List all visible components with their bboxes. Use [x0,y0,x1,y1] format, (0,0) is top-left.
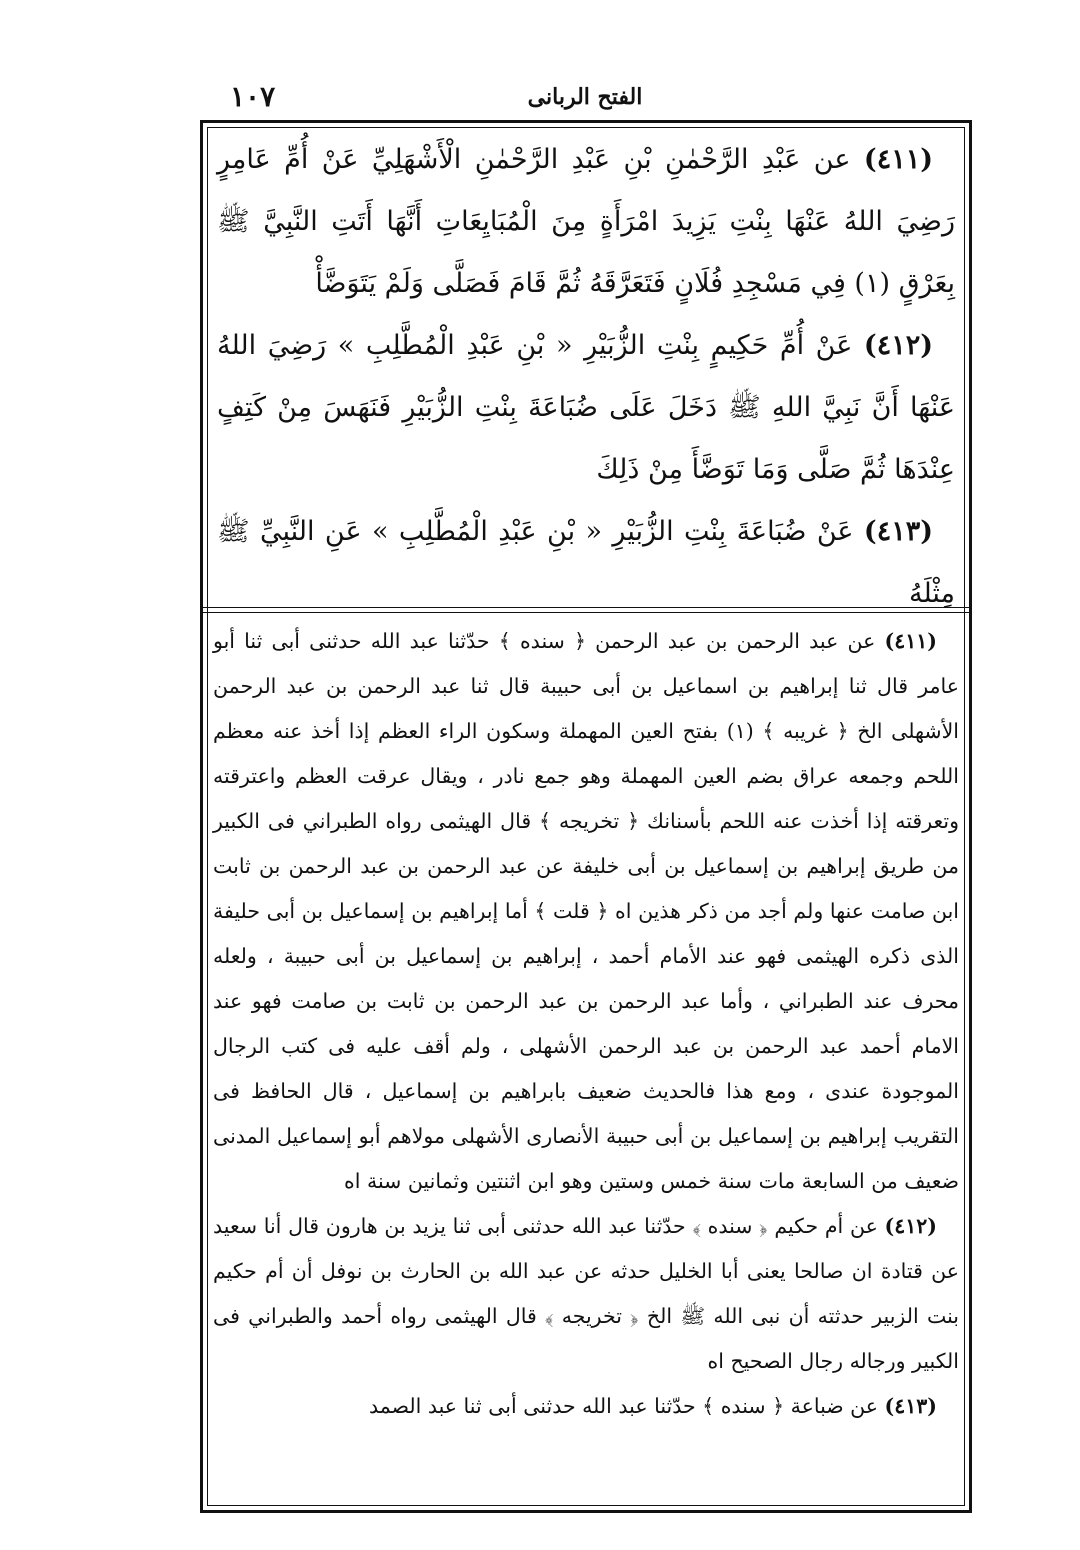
commentary-number: (٤١١) [884,629,937,653]
commentary-411 [213,619,959,1204]
commentary-text: عن أم حكيم ﴿ سنده ﴾ حدّثنا عبد الله حدثنى أبى ثنا يزيد بن هارون قال أنا سعيد عن قتادة ان صالحا يعنى أبا الخليل حدثه عن عبد الله بن الحارث بن نوفل أن أم حكيم بنت الزبير حدثته أن نبى الله ﷺ الخ ﴿ تخريجه ﴾ قال الهيثمى رواه أحمد والطبراني فى الكبير ورجاله رجال الصحيح اه [213,1214,959,1373]
hadith-text-block [217,129,955,609]
page-number: ١٠٧ [230,80,276,113]
hadith-number: (٤١٣) [863,516,933,547]
hadith-number: (٤١٢) [863,330,933,361]
commentary-block [213,619,959,1499]
hadith-text: عَنْ أُمِّ حَكِيمٍ بِنْتِ الزُّبَيْرِ « بْنِ عَبْدِ الْمُطَّلِبِ » رَضِيَ اللهُ عَنْهَا أَنَّ نَبِيَّ اللهِ ﷺ دَخَلَ عَلَى ضُبَاعَةَ بِنْتِ الزُّبَيْرِ فَنَهَسَ مِنْ كَتِفٍ عِنْدَهَا ثُمَّ صَلَّى وَمَا تَوَضَّأَ مِنْ ذَلِكَ [217,330,955,485]
hadith-number: (٤١١) [863,144,933,175]
commentary-text: عن عبد الرحمن بن عبد الرحمن ﴿ سنده ﴾ حدّثنا عبد الله حدثنى أبى ثنا أبو عامر قال ثنا إبراهيم بن اسماعيل بن أبى حبيبة قال ثنا عبد الرحمن بن عبد الرحمن الأشهلى الخ ﴿ غريبه ﴾ (١) بفتح العين المهملة وسكون الراء العظم إذا أخذ عنه معظم اللحم وجمعه عراق بضم العين المهملة وهو جمع نادر ، ويقال عرقت العظم واعترقته وتعرقته إذا أخذت عنه اللحم بأسنانك ﴿ تخريجه ﴾ قال الهيثمى رواه الطبراني فى الكبير من طريق إبراهيم بن إسماعيل بن أبى خليفة عن عبد الرحمن بن عبد الرحمن بن ثابت ابن صامت عنها ولم أجد من ذكر هذين اه ﴿ قلت ﴾ أما إبراهيم بن إسماعيل بن أبى حليفة الذى ذكره الهيثمى فهو عند الأمام أحمد ، إبراهيم بن إسماعيل بن أبى حبيبة ، ولعله محرف عند الطبراني ، وأما عبد الرحمن بن عبد الرحمن بن ثابت بن صامت فهو عند الامام أحمد عبد الرحمن بن عبد الرحمن الأشهلى ، ولم أقف عليه فى كتب الرجال الموجودة عندى ، ومع هذا فالحديث ضعيف بابراهيم بن إسماعيل ، قال الحافظ فى التقريب إبراهيم بن إسماعيل بن أبى حبيبة الأنصارى الأشهلى مولاهم أبو إسماعيل المدنى ضعيف من السابعة مات سنة خمس وستين وهو ابن اثنتين وثمانين سنة اه [213,629,959,1193]
running-title: الفتح الربانى [527,84,643,110]
running-head [200,78,970,118]
page-frame [200,120,972,1513]
commentary-413 [213,1384,959,1429]
commentary-number: (٤١٢) [884,1214,937,1238]
commentary-412 [213,1204,959,1384]
section-divider [203,607,969,613]
hadith-text: عن عَبْدِ الرَّحْمٰنِ بْنِ عَبْدِ الرَّحْمٰنِ الْأَشْهَلِيِّ عَنْ أُمِّ عَامِرٍ رَضِيَ اللهُ عَنْهَا بِنْتِ يَزِيدَ امْرَأَةٍ مِنَ الْمُبَايِعَاتِ أَنَّهَا أَتَتِ النَّبِيَّ ﷺ بِعَرْقٍ (١) فِي مَسْجِدِ فُلَانٍ فَتَعَرَّقَهُ ثُمَّ قَامَ فَصَلَّى وَلَمْ يَتَوَضَّأْ [217,144,955,299]
hadith-411 [217,129,955,315]
commentary-text: عن ضباعة ﴿ سنده ﴾ حدّثنا عبد الله حدثنى أبى ثنا عبد الصمد [369,1394,879,1418]
commentary-number: (٤١٣) [884,1394,937,1418]
hadith-412 [217,315,955,501]
hadith-text: عَنْ ضُبَاعَةَ بِنْتِ الزُّبَيْرِ « بْنِ عَبْدِ الْمُطَّلِبِ » عَنِ النَّبِيِّ ﷺ مِثْلَهُ [217,516,955,609]
